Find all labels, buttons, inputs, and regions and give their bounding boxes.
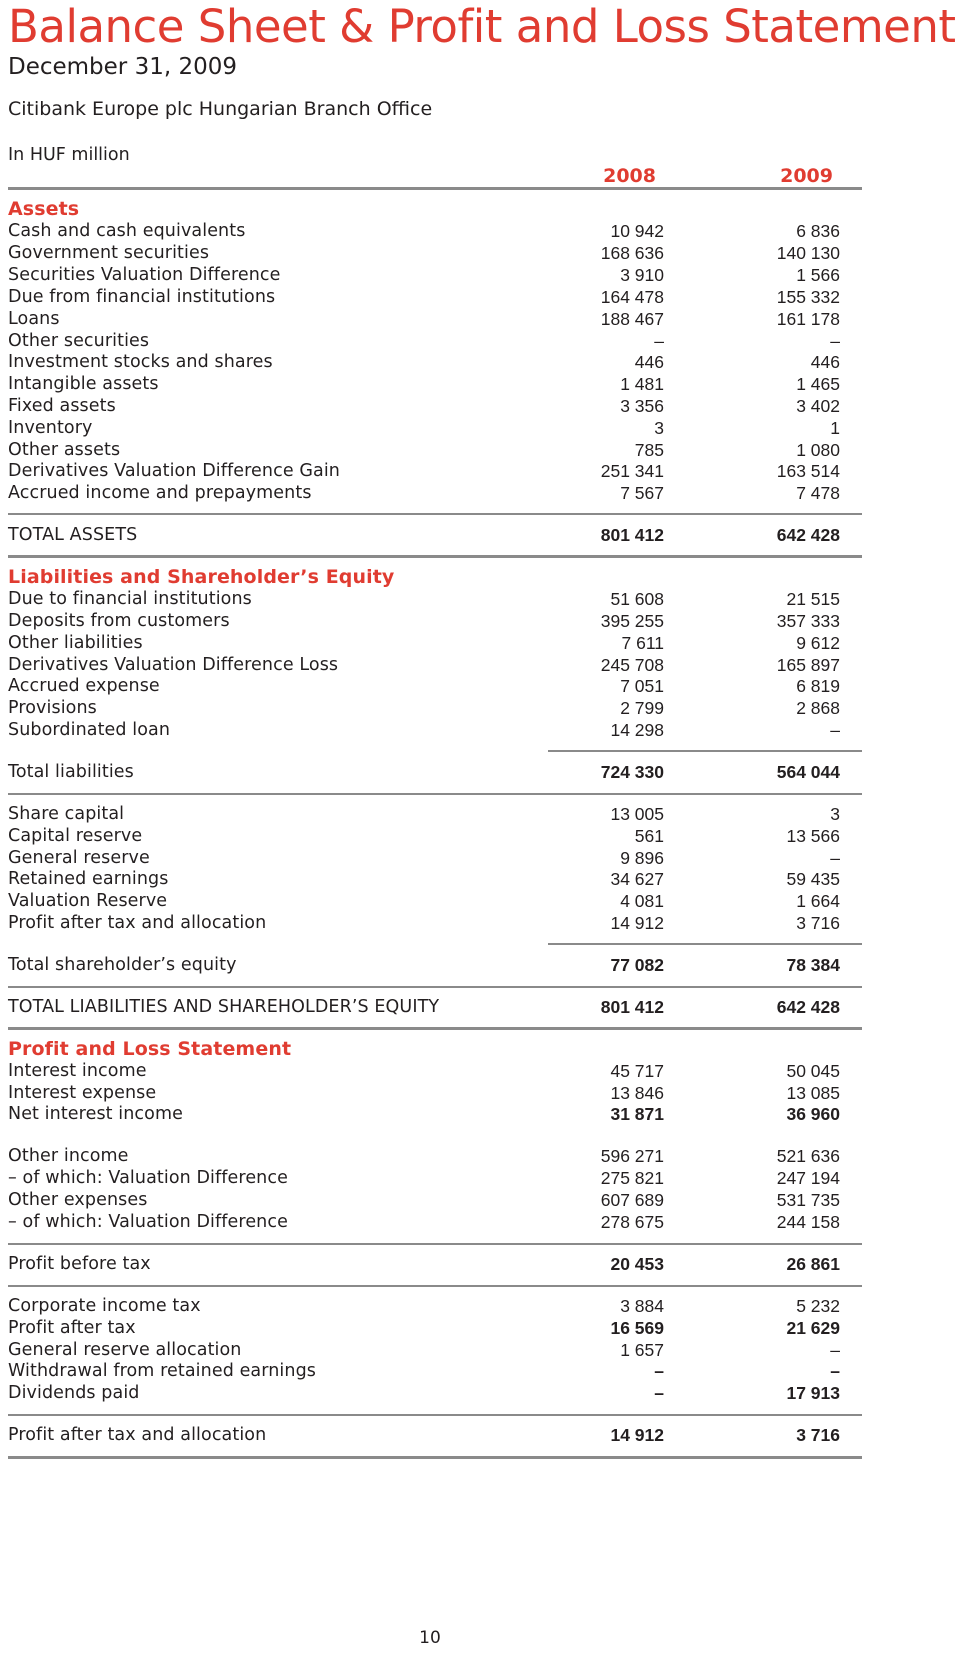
statement-date: December 31, 2009 (8, 54, 238, 80)
row-label: Investment stocks and shares (8, 352, 273, 372)
table-row (8, 675, 862, 698)
value-2008: – (654, 331, 664, 351)
value-2008: 164 478 (600, 287, 664, 307)
value-2009: 21 515 (786, 589, 840, 609)
value-2008: 596 271 (600, 1146, 664, 1166)
table-row (8, 610, 862, 633)
value-2008: 3 884 (620, 1296, 664, 1316)
table-row (8, 912, 862, 935)
row-label: Profit after tax and allocation (8, 913, 267, 933)
row-label: Profit and Loss Statement (8, 1038, 292, 1060)
row-label: Retained earnings (8, 869, 169, 889)
value-2009: – (830, 1361, 840, 1381)
table-row (8, 1360, 862, 1383)
row-label: Fixed assets (8, 396, 116, 416)
value-2009: 21 629 (786, 1318, 840, 1338)
table-row (8, 395, 862, 418)
value-2008: 14 912 (610, 1425, 664, 1445)
column-header-2008: 2008 (603, 165, 656, 187)
row-label: Withdrawal from retained earnings (8, 1361, 317, 1381)
value-2008: 2 799 (620, 698, 664, 718)
value-2008: 14 298 (610, 720, 664, 740)
value-2009: – (830, 848, 840, 868)
table-row (8, 1082, 862, 1105)
table-row (8, 1253, 862, 1276)
table-row (8, 220, 862, 243)
value-2008: 395 255 (600, 611, 664, 631)
table-row (8, 1189, 862, 1212)
value-2008: 16 569 (610, 1318, 664, 1338)
divider-rule (8, 1414, 862, 1416)
value-2009: 78 384 (786, 955, 840, 975)
table-row (8, 351, 862, 374)
value-2008: 13 846 (610, 1083, 664, 1103)
divider-rule (8, 1243, 862, 1245)
table-row (8, 242, 862, 265)
value-2009: 26 861 (786, 1254, 840, 1274)
row-label: Net interest income (8, 1104, 183, 1124)
row-label: Inventory (8, 418, 93, 438)
row-label: Deposits from customers (8, 611, 230, 631)
table-row (8, 308, 862, 331)
value-2008: 7 611 (621, 633, 664, 653)
row-label: Profit before tax (8, 1254, 151, 1274)
value-2008: 7 051 (620, 676, 664, 696)
row-label: Valuation Reserve (8, 891, 168, 911)
row-label: Loans (8, 309, 60, 329)
value-2008: 785 (634, 440, 664, 460)
value-2008: 3 910 (620, 265, 664, 285)
table-row (8, 330, 862, 353)
table-row (8, 719, 862, 742)
divider-rule (548, 943, 862, 945)
value-2008: 51 608 (610, 589, 664, 609)
value-2009: 3 402 (796, 396, 840, 416)
section-heading (8, 1038, 862, 1061)
value-2009: 50 045 (786, 1061, 840, 1081)
value-2009: 161 178 (776, 309, 840, 329)
table-row (8, 654, 862, 677)
row-label: Due to financial institutions (8, 589, 252, 609)
value-2009: 642 428 (776, 525, 840, 545)
row-label: Share capital (8, 804, 125, 824)
divider-rule (8, 513, 862, 515)
value-2008: 3 (654, 418, 664, 438)
table-row (8, 868, 862, 891)
value-2009: 1 664 (796, 891, 840, 911)
table-row (8, 890, 862, 913)
value-2009: 564 044 (776, 762, 840, 782)
table-row (8, 1317, 862, 1340)
value-2008: 13 005 (610, 804, 664, 824)
row-label: Total liabilities (8, 762, 134, 782)
divider-rule (8, 555, 862, 558)
row-label: Government securities (8, 243, 210, 263)
row-label: Capital reserve (8, 826, 143, 846)
divider-rule (8, 1027, 862, 1030)
row-label: Other income (8, 1146, 129, 1166)
table-row (8, 439, 862, 462)
page-title: Balance Sheet & Profit and Loss Statement (8, 0, 956, 53)
row-label: Other securities (8, 331, 150, 351)
value-2009: 17 913 (786, 1383, 840, 1403)
table-row (8, 264, 862, 287)
value-2009: 6 819 (796, 676, 840, 696)
value-2008: 168 636 (600, 243, 664, 263)
divider-rule (548, 750, 862, 752)
row-label: Other liabilities (8, 633, 143, 653)
value-2009: 165 897 (776, 655, 840, 675)
row-label: TOTAL LIABILITIES AND SHAREHOLDER’S EQUITY (8, 997, 440, 1017)
value-2009: 3 716 (796, 913, 840, 933)
table-row (8, 286, 862, 309)
value-2009: 3 (830, 804, 840, 824)
value-2008: 801 412 (600, 997, 664, 1017)
value-2008: 801 412 (600, 525, 664, 545)
value-2008: – (654, 1383, 664, 1403)
row-label: Profit after tax (8, 1318, 136, 1338)
value-2009: 446 (810, 352, 840, 372)
value-2009: 1 465 (796, 374, 840, 394)
value-2008: 251 341 (600, 461, 664, 481)
value-2009: 1 080 (796, 440, 840, 460)
row-label: – of which: Valuation Difference (8, 1212, 288, 1232)
value-2009: 36 960 (786, 1104, 840, 1124)
row-label: Derivatives Valuation Difference Gain (8, 461, 340, 481)
divider-rule (8, 1456, 862, 1459)
divider-rule (8, 187, 862, 190)
value-2008: 607 689 (600, 1190, 664, 1210)
row-label: Other expenses (8, 1190, 148, 1210)
table-row (8, 697, 862, 720)
table-row (8, 1339, 862, 1362)
value-2008: 45 717 (610, 1061, 664, 1081)
value-2009: – (830, 331, 840, 351)
row-label: Profit after tax and allocation (8, 1425, 267, 1445)
value-2009: 2 868 (796, 698, 840, 718)
value-2008: 245 708 (600, 655, 664, 675)
value-2009: 3 716 (796, 1425, 840, 1445)
value-2009: 155 332 (776, 287, 840, 307)
value-2009: 357 333 (776, 611, 840, 631)
section-heading (8, 566, 862, 589)
table-row (8, 1295, 862, 1318)
value-2009: 6 836 (796, 221, 840, 241)
value-2009: 247 194 (776, 1168, 840, 1188)
value-2008: 34 627 (610, 869, 664, 889)
value-2008: 275 821 (600, 1168, 664, 1188)
row-label: Interest income (8, 1061, 147, 1081)
table-row (8, 632, 862, 655)
row-label: Liabilities and Shareholder’s Equity (8, 566, 395, 588)
value-2008: 724 330 (600, 762, 664, 782)
value-2009: 521 636 (776, 1146, 840, 1166)
section-heading (8, 198, 862, 221)
divider-rule (8, 1285, 862, 1287)
value-2009: – (830, 1340, 840, 1360)
row-label: Assets (8, 198, 80, 220)
value-2009: 13 085 (786, 1083, 840, 1103)
value-2009: 1 (830, 418, 840, 438)
value-2009: 9 612 (796, 633, 840, 653)
value-2008: 3 356 (620, 396, 664, 416)
table-row (8, 588, 862, 611)
row-label: Intangible assets (8, 374, 159, 394)
row-label: Accrued income and prepayments (8, 483, 312, 503)
value-2008: 20 453 (610, 1254, 664, 1274)
row-label: Due from financial institutions (8, 287, 276, 307)
table-row (8, 1211, 862, 1234)
table-row (8, 524, 862, 547)
row-label: Derivatives Valuation Difference Loss (8, 655, 339, 675)
table-row (8, 1145, 862, 1168)
value-2009: 7 478 (796, 483, 840, 503)
column-header-2009: 2009 (780, 165, 833, 187)
value-2009: 163 514 (776, 461, 840, 481)
row-label: Provisions (8, 698, 97, 718)
value-2008: 561 (634, 826, 664, 846)
table-row (8, 1060, 862, 1083)
table-row (8, 761, 862, 784)
row-label: General reserve (8, 848, 150, 868)
table-row (8, 417, 862, 440)
table-row (8, 847, 862, 870)
entity-name: Citibank Europe plc Hungarian Branch Office (8, 98, 433, 120)
value-2008: 188 467 (600, 309, 664, 329)
row-label: Interest expense (8, 1083, 157, 1103)
divider-rule (8, 793, 862, 795)
table-row (8, 1424, 862, 1447)
value-2009: 1 566 (796, 265, 840, 285)
value-2009: 5 232 (796, 1296, 840, 1316)
value-2008: – (654, 1361, 664, 1381)
unit-note: In HUF million (8, 145, 130, 165)
value-2009: 244 158 (776, 1212, 840, 1232)
table-row (8, 482, 862, 505)
value-2009: 140 130 (776, 243, 840, 263)
value-2008: 10 942 (610, 221, 664, 241)
value-2008: 1 657 (620, 1340, 664, 1360)
table-row (8, 373, 862, 396)
page-number: 10 (419, 1628, 441, 1648)
row-label: Dividends paid (8, 1383, 140, 1403)
row-label: – of which: Valuation Difference (8, 1168, 288, 1188)
value-2009: 59 435 (786, 869, 840, 889)
row-label: Corporate income tax (8, 1296, 201, 1316)
divider-rule (8, 986, 862, 988)
table-row (8, 954, 862, 977)
table-row (8, 1167, 862, 1190)
table-row (8, 996, 862, 1019)
row-label: Accrued expense (8, 676, 160, 696)
value-2008: 31 871 (610, 1104, 664, 1124)
row-label: Subordinated loan (8, 720, 171, 740)
value-2009: 531 735 (776, 1190, 840, 1210)
value-2008: 77 082 (610, 955, 664, 975)
value-2009: – (830, 720, 840, 740)
row-label: Cash and cash equivalents (8, 221, 246, 241)
row-label: Securities Valuation Difference (8, 265, 281, 285)
value-2009: 642 428 (776, 997, 840, 1017)
value-2009: 13 566 (786, 826, 840, 846)
row-label: Total shareholder’s equity (8, 955, 237, 975)
table-row (8, 1382, 862, 1405)
table-row (8, 1103, 862, 1126)
value-2008: 4 081 (620, 891, 664, 911)
value-2008: 1 481 (620, 374, 664, 394)
value-2008: 9 896 (620, 848, 664, 868)
value-2008: 278 675 (600, 1212, 664, 1232)
table-row (8, 825, 862, 848)
value-2008: 7 567 (620, 483, 664, 503)
table-row (8, 803, 862, 826)
row-label: TOTAL ASSETS (8, 525, 138, 545)
row-label: Other assets (8, 440, 121, 460)
value-2008: 446 (634, 352, 664, 372)
row-label: General reserve allocation (8, 1340, 242, 1360)
value-2008: 14 912 (610, 913, 664, 933)
table-row (8, 460, 862, 483)
